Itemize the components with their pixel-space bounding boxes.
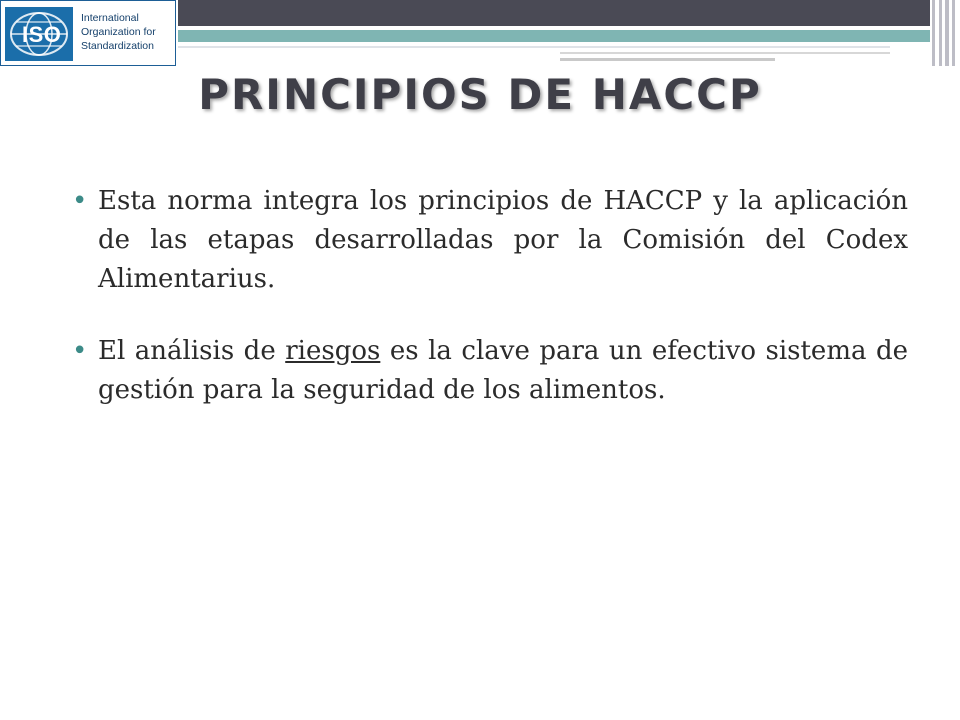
- iso-emblem: [5, 7, 73, 61]
- bullet-text-end: es la clave para un efectivo sistema de gestión para la seguridad de los alimentos.: [98, 336, 909, 405]
- header-divider: [560, 58, 775, 61]
- bullet-text-start: El análisis de: [98, 336, 286, 366]
- header-divider: [560, 52, 890, 54]
- underlined-term: riesgos: [285, 336, 381, 366]
- header-teal-bar: [178, 30, 930, 42]
- bullet-marker: •: [72, 336, 88, 366]
- header-dark-bar: [178, 0, 930, 26]
- bullet-list: [72, 182, 908, 410]
- bullet-marker: •: [72, 186, 88, 216]
- slide-title: PRINCIPIOS DE HACCP: [198, 70, 762, 119]
- header-vertical-stripes: [930, 0, 960, 66]
- bullet-item: [72, 332, 908, 410]
- header-divider: [178, 46, 890, 48]
- bullet-text: Esta norma integra los principios de HACCP y la aplicación de las etapas desarrolladas por la Comisión del Codex Alimentarius.: [98, 186, 908, 294]
- bullet-item: [72, 182, 908, 299]
- organization-name: International Organization for Standardization: [81, 12, 156, 52]
- iso-logo: [0, 0, 176, 66]
- iso-wordmark: ISO: [22, 22, 62, 47]
